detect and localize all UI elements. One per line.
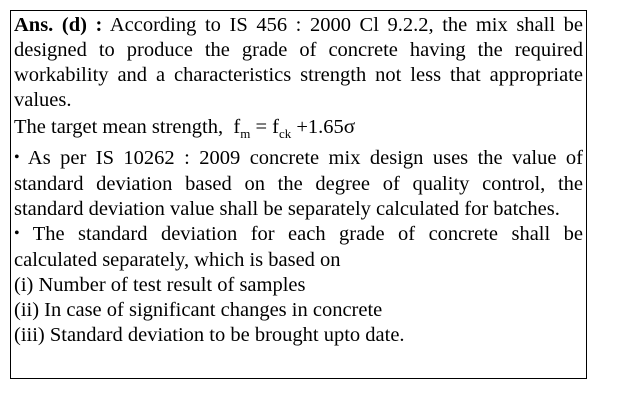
bullet-2-text: The standard deviation for each grade of concrete shall be calculated separately, which is based on	[14, 223, 583, 271]
formula-lhs-sub: m	[240, 126, 251, 141]
formula-rhs-var: f	[272, 116, 279, 138]
answer-intro-text: According to IS 456 : 2000 Cl 9.2.2, the mix shall be designed to produce the grade of concrete having the required workability and a characteristics strength not less that appropriate values.	[14, 14, 583, 111]
formula-plus-term: +1.65	[296, 116, 344, 138]
list-item-1: (i) Number of test result of samples	[14, 274, 306, 296]
formula-rhs-sub: ck	[278, 126, 292, 141]
answer-box	[10, 10, 587, 379]
answer-paragraph	[14, 13, 583, 113]
formula-sigma: σ	[343, 114, 356, 138]
answer-label: Ans. (d) :	[14, 14, 103, 36]
bullet-item-2	[14, 222, 583, 273]
bullet-icon: •	[14, 149, 20, 166]
formula-prefix: The target mean strength,	[14, 116, 224, 138]
bullet-item-1	[14, 146, 583, 222]
list-item-3: (iii) Standard deviation to be brought upto date.	[14, 324, 405, 346]
formula-equals: =	[255, 116, 267, 138]
list-item-2: (ii) In case of significant changes in concrete	[14, 299, 383, 321]
bullet-1-text: As per IS 10262 : 2009 concrete mix design uses the value of standard deviation based on the degree of quality control, the standard deviation value shall be separately calculated for batches.	[14, 147, 583, 220]
target-mean-strength-formula	[14, 114, 583, 146]
formula-lhs-var: f	[233, 116, 241, 138]
bullet-icon: •	[14, 225, 20, 242]
formula-rhs	[272, 116, 292, 141]
formula-lhs	[233, 116, 251, 141]
